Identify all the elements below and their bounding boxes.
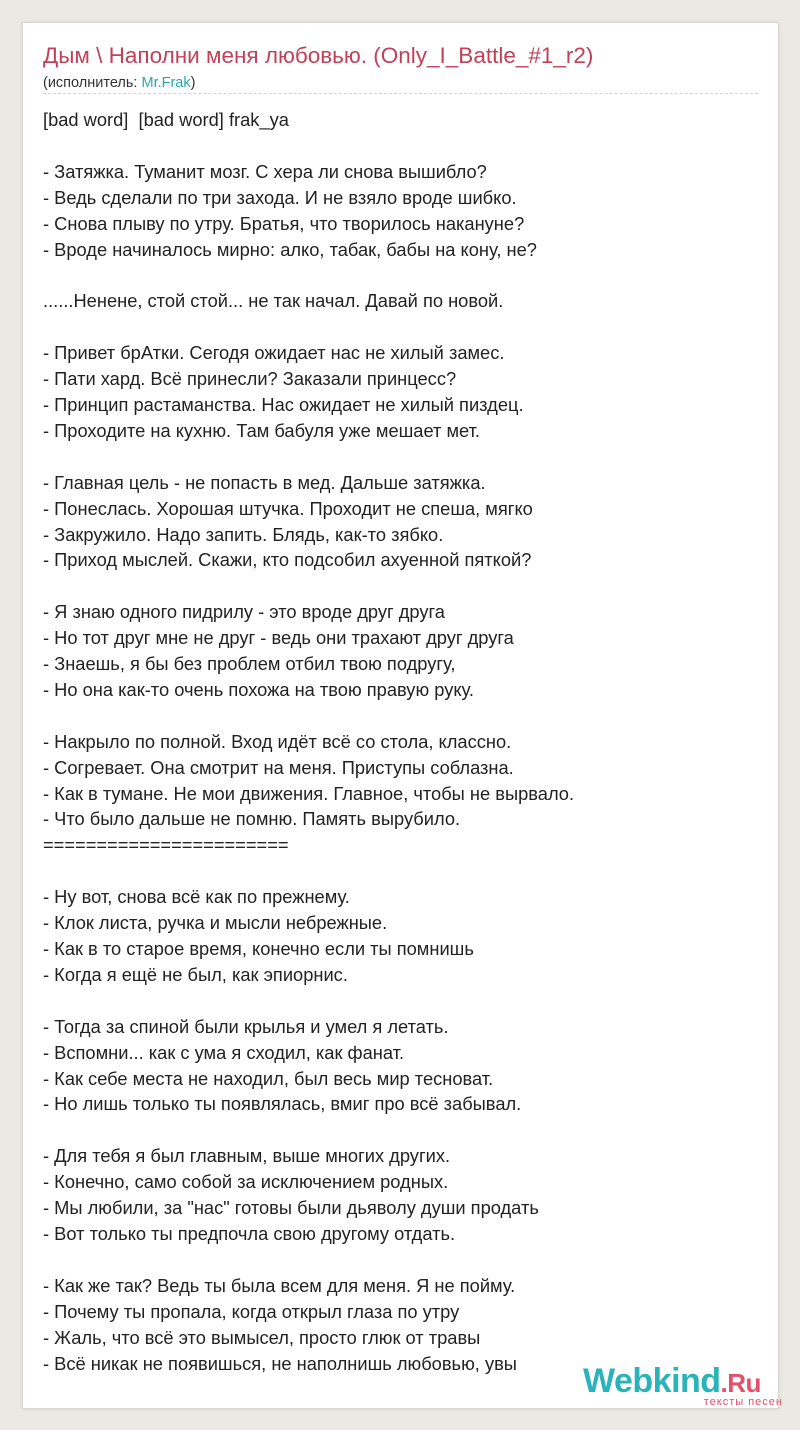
lyrics-line: - Снова плыву по утру. Братья, что творилось накануне? (43, 212, 525, 234)
lyrics-line: - Клок листа, ручка и мысли небрежные. (43, 912, 388, 934)
lyrics-line: - Затяжка. Туманит мозг. С хера ли снова вышибло? (43, 160, 487, 182)
lyrics-line: - Ведь сделали по три захода. И не взяло вроде шибко. (43, 186, 517, 208)
logo-name: Webkind (583, 1362, 721, 1400)
lyrics-line: - Вот только ты предпочла свою другому отдать. (43, 1222, 456, 1244)
lyrics-line: - Всё никак не появишься, не наполнишь любовью, увы (43, 1352, 517, 1374)
lyrics-line: - Как же так? Ведь ты была всем для меня. Я не пойму. (43, 1274, 516, 1296)
lyrics-line: - Жаль, что всё это вымысел, просто глюк от травы (43, 1326, 481, 1348)
lyrics-line: - Принцип растаманства. Нас ожидает не хилый пиздец. (43, 393, 524, 415)
lyrics-line: - Тогда за спиной были крылья и умел я летать. (43, 1015, 449, 1037)
lyrics-line: - Как в тумане. Не мои движения. Главное, чтобы не вырвало. (43, 782, 575, 804)
lyrics-line: - Как себе места не находил, был весь мир тесноват. (43, 1067, 494, 1089)
lyrics-line: - Как в то старое время, конечно если ты помнишь (43, 938, 474, 959)
lyrics-card (22, 22, 783, 1409)
lyrics-line: ......Ненене, стой стой... не так начал. Давай по новой. (43, 290, 504, 312)
lyrics-line: - Ну вот, снова всё как по прежнему. (43, 886, 350, 908)
lyrics-line: [bad word] [bad word] frak_ya (43, 109, 289, 130)
lyrics-line: - Приход мыслей. Скажи, кто подсобил ахуенной пяткой? (43, 549, 532, 571)
lyrics-line: - Когда я ещё не был, как эпиорнис. (43, 963, 348, 985)
logo-tld: .Ru (720, 1368, 761, 1398)
lyrics-line: - Накрыло по полной. Вход идёт всё со стола, классно. (43, 730, 512, 752)
song-title: Дым \ Наполни меня любовью. (Only_I_Battle_#1_r2) (43, 43, 594, 68)
lyrics-line: - Я знаю одного пидрилу - это вроде друг друга (43, 601, 445, 623)
lyrics-line: - Что было дальше не помню. Память вырубило. (43, 808, 461, 830)
lyrics-line: ======================= (43, 834, 289, 856)
webkind-logo[interactable] (583, 1362, 783, 1408)
lyrics-line: - Почему ты пропала, когда открыл глаза по утру (43, 1300, 460, 1322)
lyrics-line: - Знаешь, я бы без проблем отбил твою подругу, (43, 653, 456, 675)
artist-suffix: ) (190, 75, 196, 91)
logo-tagline: тексты песен (703, 1396, 783, 1408)
lyrics-line: - Конечно, само собой за исключением родных. (43, 1171, 449, 1193)
lyrics-line: - Но она как-то очень похожа на твою правую руку. (43, 678, 474, 700)
artist-link[interactable]: Mr.Frak (141, 75, 191, 91)
artist-line (43, 73, 195, 93)
lyrics-line: - Пати хард. Всё принесли? Заказали принцесс? (43, 368, 457, 390)
artist-prefix: (исполнитель: (43, 75, 142, 91)
lyrics-line: - Проходите на кухню. Там бабуля уже мешает мет. (43, 419, 481, 441)
lyrics-line: - Но тот друг мне не друг - ведь они трахают друг друга (43, 627, 514, 649)
lyrics-line: - Мы любили, за "нас" готовы были дьяволу души продать (43, 1197, 539, 1219)
lyrics-line: - Но лишь только ты появлялась, вмиг про всё забывал. (43, 1093, 522, 1115)
lyrics-line: - Главная цель - не попасть в мед. Дальше затяжка. (43, 471, 486, 493)
lyrics-line: - Согревает. Она смотрит на меня. Приступы соблазна. (43, 756, 514, 778)
lyrics-line: - Привет брАтки. Сегодя ожидает нас не хилый замес. (43, 342, 505, 364)
lyrics-line: - Вроде начиналось мирно: алко, табак, бабы на кону, не? (43, 238, 537, 260)
title-divider (43, 93, 758, 94)
lyrics-line: - Понеслась. Хорошая штучка. Проходит не спеша, мягко (43, 497, 533, 519)
lyrics-text (43, 107, 763, 1376)
lyrics-line: - Вспомни... как с ума я сходил, как фанат. (43, 1041, 405, 1063)
lyrics-line: - Закружило. Надо запить. Блядь, как-то зябко. (43, 523, 444, 545)
lyrics-line: - Для тебя я был главным, выше многих других. (43, 1145, 451, 1167)
